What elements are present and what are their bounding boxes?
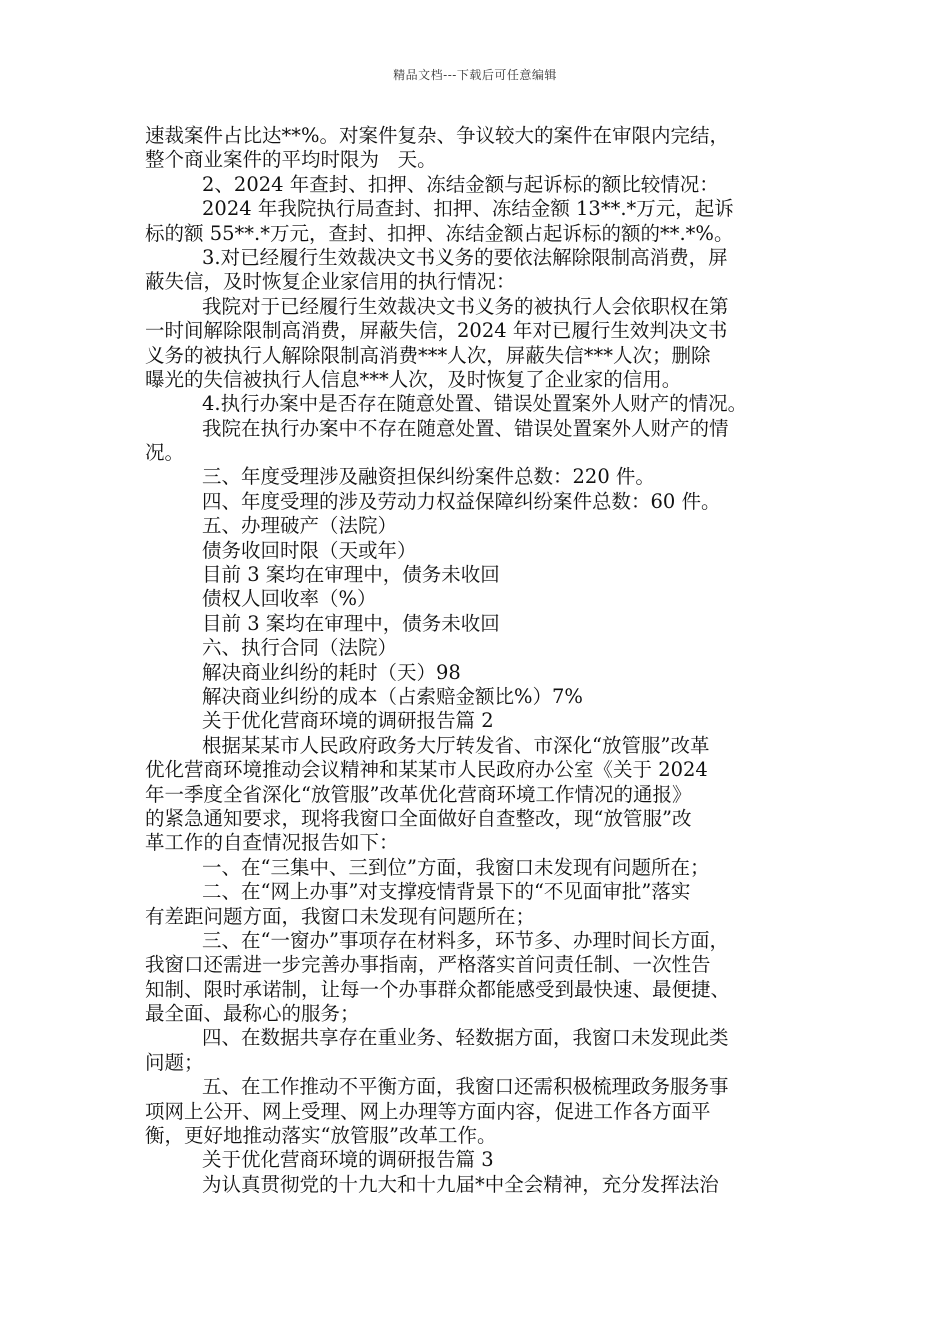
text-line: 债权人回收率（%）: [202, 587, 377, 611]
text-line: 目前 3 案均在审理中，债务未收回: [202, 563, 500, 587]
text-line: 三、在“一窗办”事项存在材料多，环节多、办理时间长方面，: [202, 928, 729, 952]
text-line: 六、执行合同（法院）: [202, 636, 398, 660]
text-line: 关于优化营商环境的调研报告篇 3: [202, 1148, 494, 1172]
text-line: 二、在“网上办事”对支撑疫情背景下的“不见面审批”落实: [202, 880, 691, 904]
text-line: 最全面、最称心的服务；: [145, 1002, 360, 1026]
text-line: 3.对已经履行生效裁决文书义务的要依法解除限制高消费，屏: [202, 245, 728, 269]
text-line: 三、年度受理涉及融资担保纠纷案件总数：220 件。: [202, 465, 655, 489]
text-line: 目前 3 案均在审理中，债务未收回: [202, 611, 500, 635]
text-line: 蔽失信，及时恢复企业家信用的执行情况：: [145, 270, 516, 294]
text-line: 2024 年我院执行局查封、扣押、冻结金额 13**.*万元，起诉: [202, 197, 734, 221]
text-line: 根据某某市人民政府政务大厅转发省、市深化“放管服”改革: [202, 733, 710, 757]
text-line: 四、在数据共享存在重业务、轻数据方面，我窗口未发现此类: [202, 1026, 729, 1050]
text-line: 况。: [145, 441, 185, 465]
text-line: 我院对于已经履行生效裁决文书义务的被执行人会依职权在第: [202, 294, 729, 318]
text-line: 优化营商环境推动会议精神和某某市人民政府办公室《关于 2024: [145, 758, 708, 782]
text-line: 革工作的自查情况报告如下：: [145, 831, 399, 855]
text-line: 整个商业案件的平均时限为 天。: [145, 148, 437, 172]
text-line: 解决商业纠纷的成本（占索赔金额比%）7%: [202, 684, 583, 708]
text-line: 关于优化营商环境的调研报告篇 2: [202, 709, 494, 733]
text-line: 一时间解除限制高消费，屏蔽失信，2024 年对已履行生效判决文书: [145, 319, 728, 343]
text-line: 的紧急通知要求，现将我窗口全面做好自查整改，现“放管服”改: [145, 806, 692, 830]
text-line: 四、年度受理的涉及劳动力权益保障纠纷案件总数：60 件。: [202, 489, 721, 513]
text-line: 为认真贯彻党的十九大和十九届*中全会精神，充分发挥法治: [202, 1172, 719, 1196]
text-line: 我窗口还需进一步完善办事指南，严格落实首问责任制、一次性告: [145, 953, 711, 977]
text-line: 问题；: [145, 1050, 204, 1074]
text-line: 有差距问题方面，我窗口未发现有问题所在；: [145, 904, 536, 928]
text-line: 年一季度全省深化“放管服”改革优化营商环境工作情况的通报》: [145, 782, 692, 806]
text-line: 曝光的失信被执行人信息***人次，及时恢复了企业家的信用。: [145, 367, 682, 391]
text-line: 衡，更好地推动落实“放管服”改革工作。: [145, 1124, 497, 1148]
text-line: 一、在“三集中、三到位”方面，我窗口未发现有问题所在；: [202, 855, 710, 879]
page-header: 精品文档---下载后可任意编辑: [393, 68, 557, 82]
text-line: 五、在工作推动不平衡方面，我窗口还需积极梳理政务服务事: [202, 1075, 729, 1099]
text-line: 我院在执行办案中不存在随意处置、错误处置案外人财产的情: [202, 416, 729, 440]
text-line: 2、2024 年查封、扣押、冻结金额与起诉标的额比较情况：: [202, 172, 719, 196]
text-line: 速裁案件占比达**%。对案件复杂、争议较大的案件在审限内完结，: [145, 124, 730, 147]
document-body: [145, 124, 835, 1197]
text-line: 标的额 55**.*万元，查封、扣押、冻结金额占起诉标的额的**.*%。: [145, 221, 734, 245]
text-line: 义务的被执行人解除限制高消费***人次，屏蔽失信***人次；删除: [145, 343, 711, 367]
text-line: 4.执行办案中是否存在随意处置、错误处置案外人财产的情况。: [202, 392, 748, 416]
text-line: 知制、限时承诺制，让每一个办事群众都能感受到最快速、最便捷、: [145, 977, 731, 1001]
text-line: 项网上公开、网上受理、网上办理等方面内容，促进工作各方面平: [145, 1099, 711, 1123]
text-line: 五、办理破产（法院）: [202, 514, 398, 538]
text-line: 解决商业纠纷的耗时（天）98: [202, 660, 461, 684]
text-line: 债务收回时限（天或年）: [202, 538, 417, 562]
